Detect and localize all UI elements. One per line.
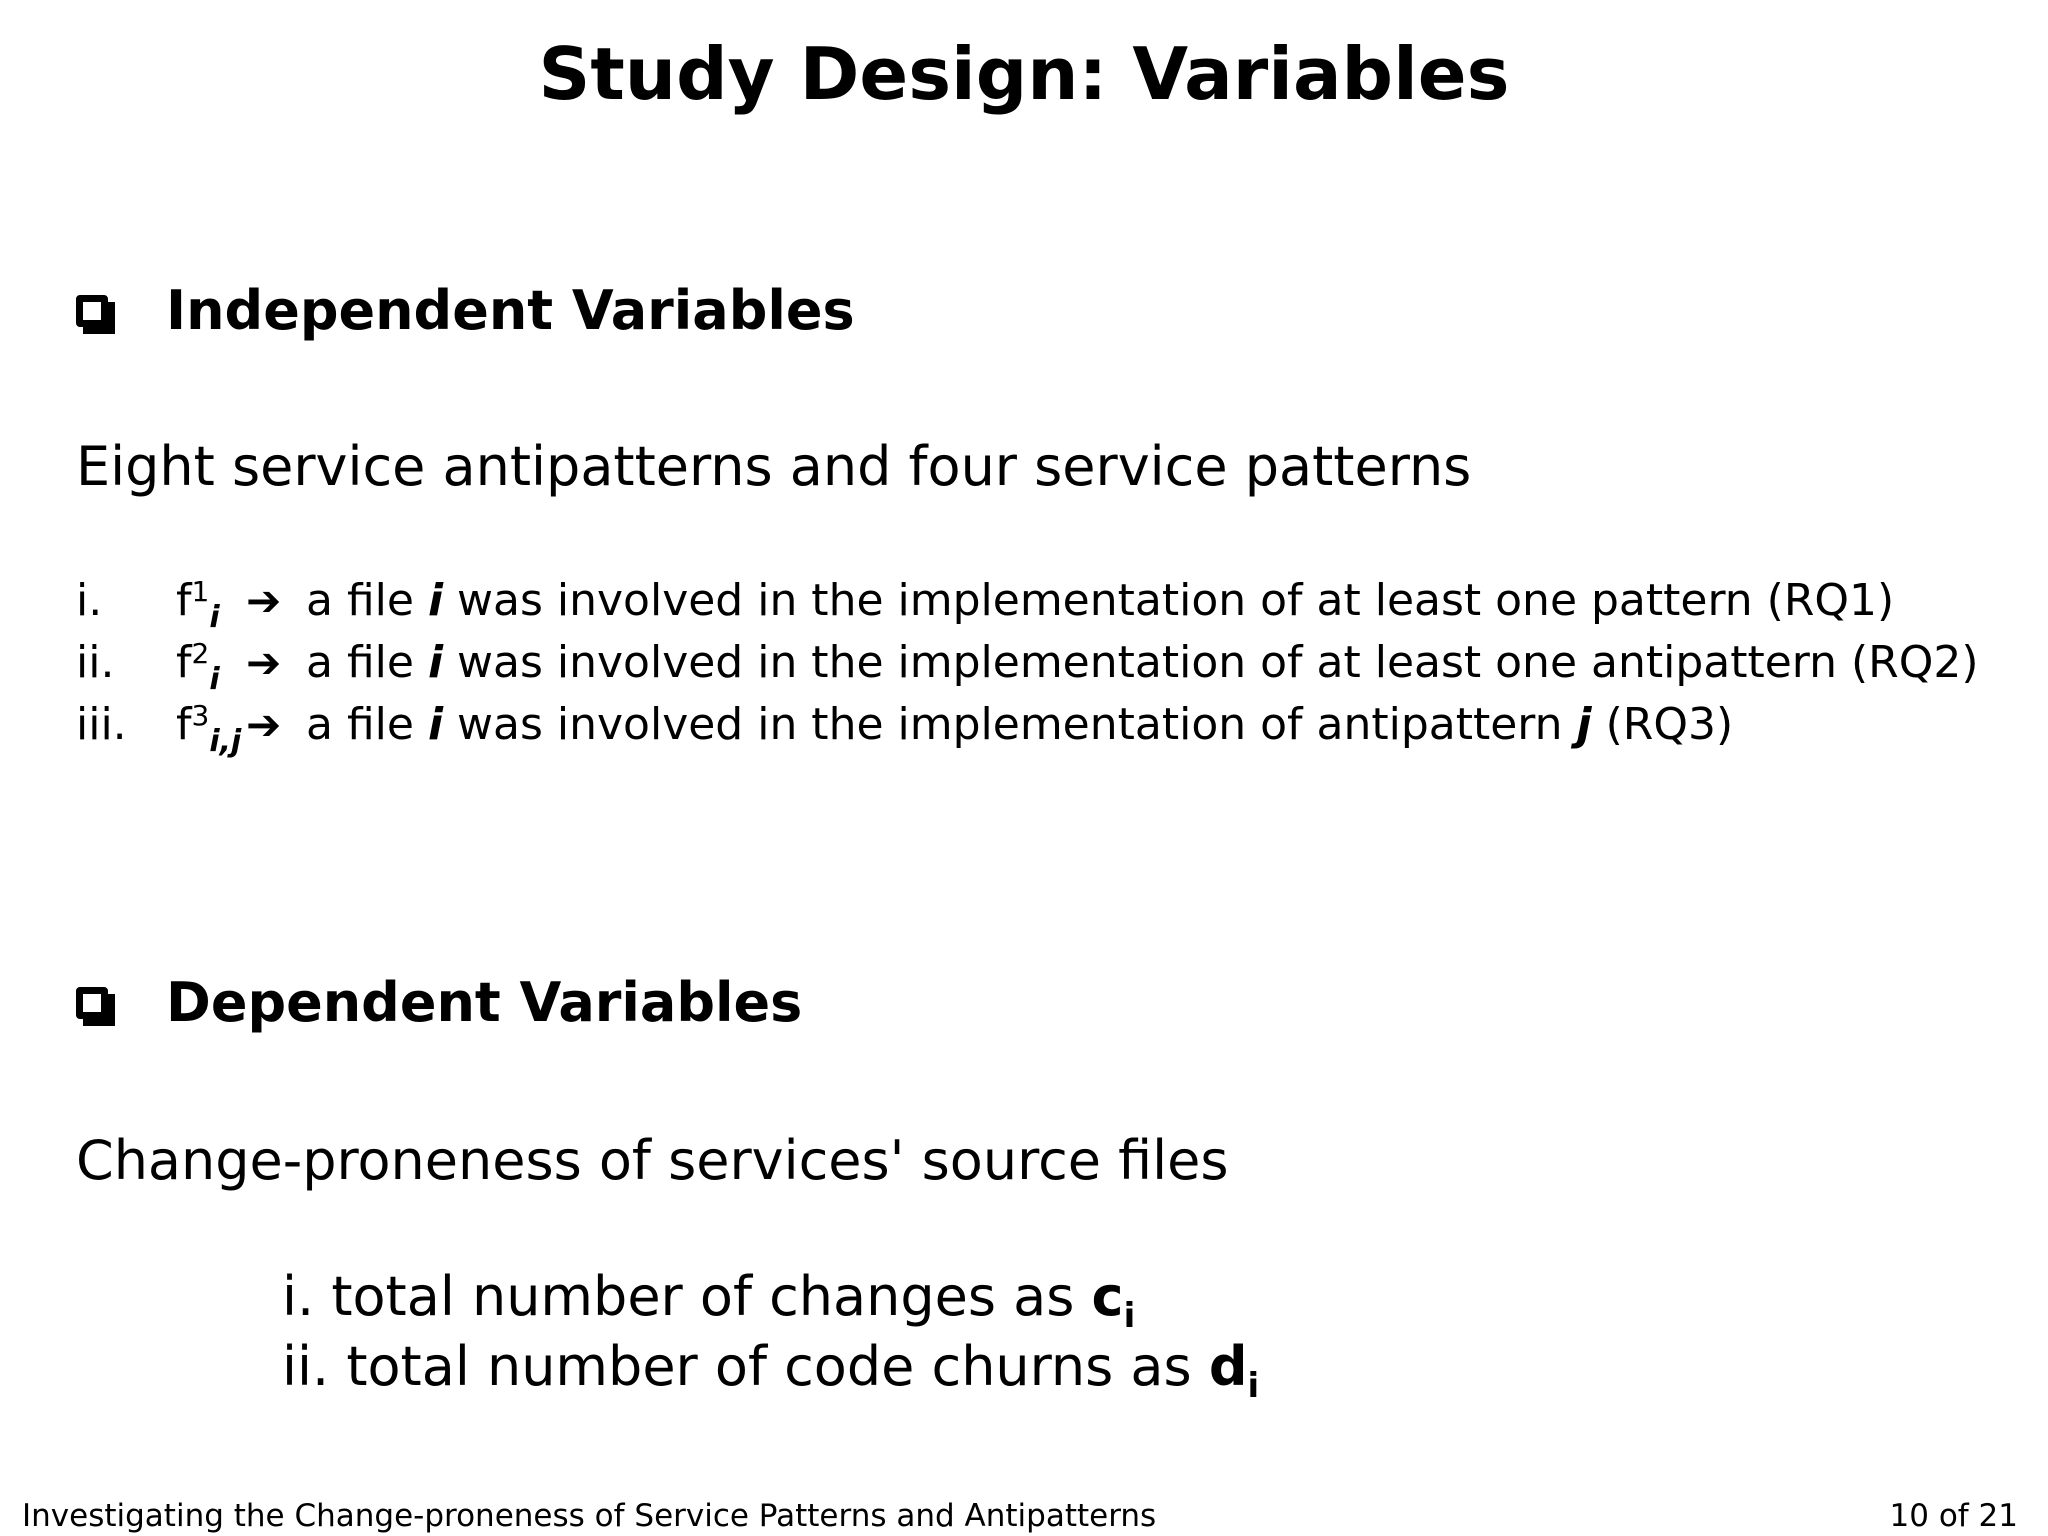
dependent-heading-label: Dependent Variables [166, 971, 803, 1034]
metric-variable: $d_i$ [1208, 1335, 1260, 1406]
checkbox-bullet-icon [76, 987, 108, 1019]
definition-text: a file i was involved in the implementation of at least one pattern (RQ1) [306, 575, 1895, 626]
variable-symbol: $f^2_i$ [176, 637, 220, 697]
independent-lead-text: Eight service antipatterns and four service patterns [76, 435, 1472, 498]
independent-variables-heading [76, 276, 855, 346]
metric-item [282, 1332, 1260, 1406]
item-number: ii. [76, 637, 115, 688]
footer-presentation-title: Investigating the Change-proneness of Service Patterns and Antipatterns [22, 1498, 1157, 1534]
dependent-variables-heading [76, 968, 802, 1038]
right-arrow-icon: ➔ [246, 638, 282, 687]
metric-text: total number of code churns as [346, 1335, 1209, 1398]
checkbox-bullet-icon [76, 295, 108, 327]
right-arrow-icon: ➔ [246, 700, 282, 749]
independent-heading-label: Independent Variables [166, 279, 855, 342]
definition-text: a file i was involved in the implementation of at least one antipattern (RQ2) [306, 637, 1979, 688]
item-number: i. [76, 575, 103, 626]
item-number: i. [282, 1265, 315, 1328]
slide-title: Study Design: Variables [538, 32, 1510, 116]
metric-variable: $c_i$ [1091, 1265, 1136, 1336]
metric-text: total number of changes as [331, 1265, 1092, 1328]
item-number: iii. [76, 699, 127, 750]
definition-text: a file i was involved in the implementation of antipattern j (RQ3) [306, 699, 1734, 750]
dependent-lead-text: Change-proneness of services' source files [76, 1129, 1229, 1192]
dependent-metrics-list [282, 1262, 1260, 1406]
variable-symbol: $f^3_{i,j}$ [176, 699, 242, 759]
metric-item [282, 1262, 1259, 1336]
right-arrow-icon: ➔ [246, 576, 282, 625]
variable-symbol: $f^1_i$ [176, 575, 220, 635]
item-number: ii. [282, 1335, 330, 1398]
footer-page-number: 10 of 21 [1889, 1498, 2018, 1534]
